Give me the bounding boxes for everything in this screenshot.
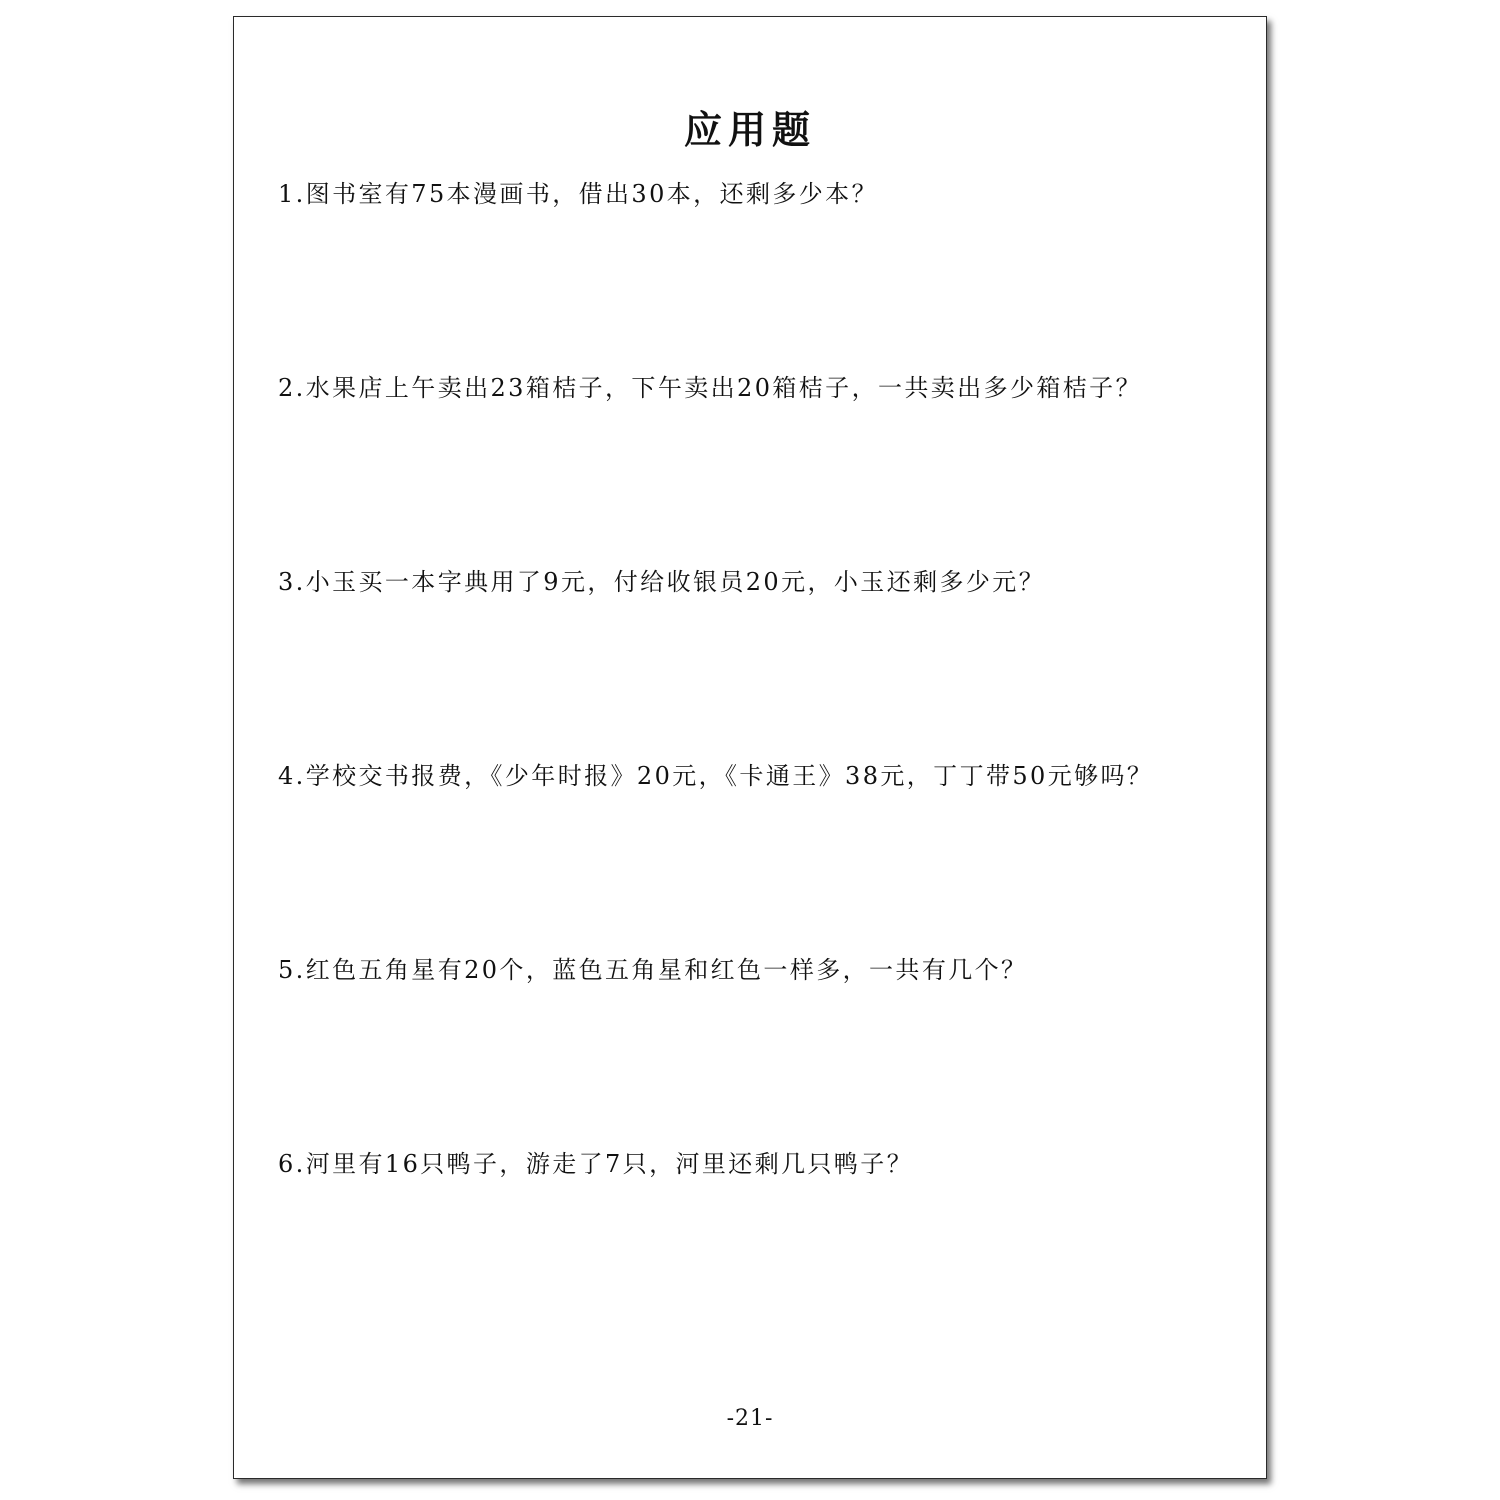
question-4: 4.学校交书报费，《少年时报》20元，《卡通王》38元，丁丁带50元够吗？ — [278, 762, 1154, 790]
question-2: 2.水果店上午卖出23箱桔子，下午卖出20箱桔子，一共卖出多少箱桔子？ — [278, 374, 1142, 402]
question-3: 3.小玉买一本字典用了9元，付给收银员20元，小玉还剩多少元？ — [278, 568, 1046, 596]
question-1: 1.图书室有75本漫画书，借出30本，还剩多少本？ — [278, 180, 878, 208]
question-6: 6.河里有16只鸭子，游走了7只，河里还剩几只鸭子？ — [278, 1150, 914, 1178]
page-title: 应用题 — [683, 108, 816, 152]
worksheet-page — [233, 16, 1267, 1479]
question-5: 5.红色五角星有20个，蓝色五角星和红色一样多，一共有几个？ — [278, 956, 1028, 984]
page-number: -21- — [726, 1406, 774, 1431]
